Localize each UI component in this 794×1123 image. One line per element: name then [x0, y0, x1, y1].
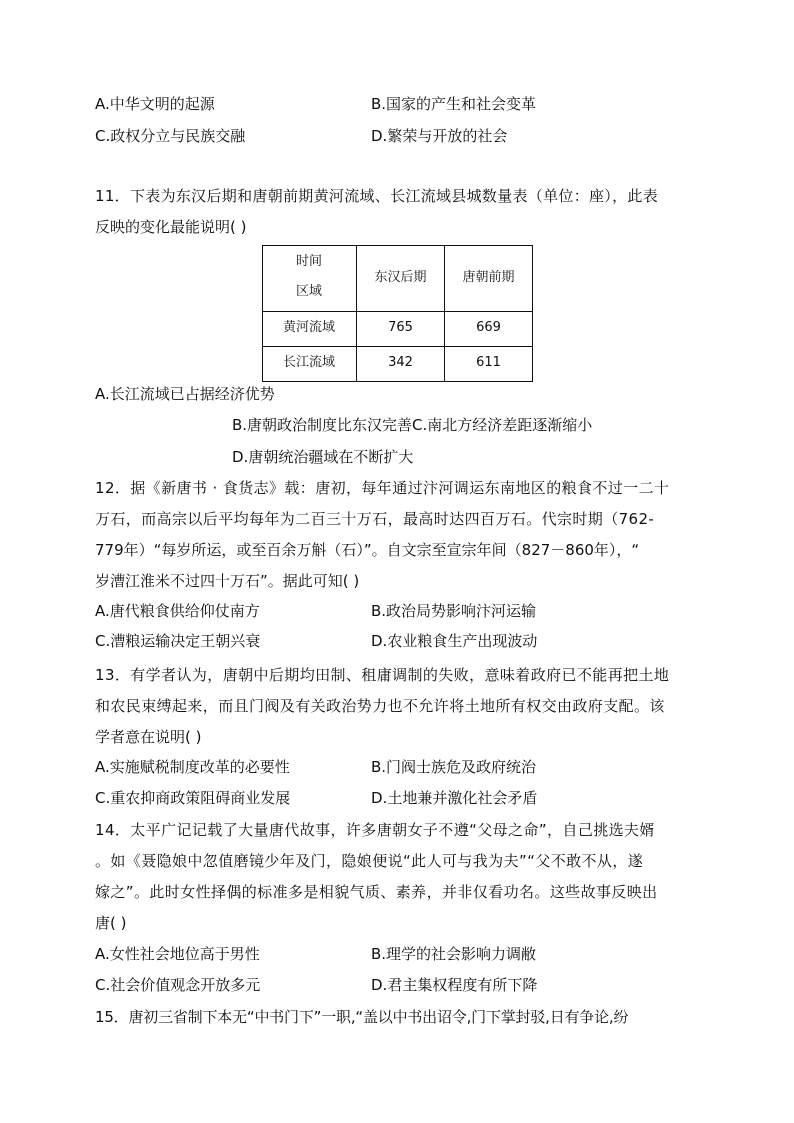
q12-option-a: A.唐代粮食供给仰仗南方: [95, 602, 260, 620]
q14-stem-line-3: 嫁之”。此时女性择偶的标准多是相貌气质、素养，并非仅看功名。这些故事反映出: [95, 883, 658, 901]
q13-option-c: C.重农抑商政策阻碍商业发展: [95, 789, 291, 807]
table-corner-region: 区域: [295, 284, 322, 299]
q10-option-a: A.中华文明的起源: [95, 95, 215, 113]
q11-option-a: A.长江流域已占据经济优势: [95, 385, 275, 403]
q14-stem-line-1: 14．太平广记记载了大量唐代故事，许多唐朝女子不遵“父母之命”，自己挑选夫婿: [95, 821, 655, 839]
q13-stem-line-3: 学者意在说明( ): [95, 728, 202, 746]
table-corner-time: 时间: [295, 254, 322, 269]
q11-stem-line-1: 11．下表为东汉后期和唐朝前期黄河流域、长江流域县城数量表（单位：座），此表: [95, 187, 658, 205]
q12-stem-line-4: 岁漕江淮米不过四十万石”。据此可知( ): [95, 572, 360, 590]
q14-option-b: B.理学的社会影响力调敝: [371, 945, 537, 963]
table-header-tang: 唐朝前期: [462, 270, 515, 285]
table-row-label-changjiang: 长江流域: [282, 355, 335, 370]
q14-option-c: C.社会价值观念开放多元: [95, 976, 261, 994]
q12-option-b: B.政治局势影响汴河运输: [371, 602, 537, 620]
q11-option-d: D.唐朝统治疆域在不断扩大: [232, 448, 414, 466]
q13-option-b: B.门阀士族危及政府统治: [371, 758, 537, 776]
q10-option-d: D.繁荣与开放的社会: [371, 127, 508, 145]
q11-data-table: [262, 245, 533, 382]
q13-option-d: D.土地兼并激化社会矛盾: [371, 789, 538, 807]
q15-stem-line-1: 15．唐初三省制下本无“中书门下”一职,“盖以中书出诏令,门下掌封驳,日有争论,纷: [95, 1008, 629, 1026]
q13-option-a: A.实施赋税制度改革的必要性: [95, 758, 290, 776]
q10-option-b: B.国家的产生和社会变革: [371, 95, 537, 113]
table-header-donghan: 东汉后期: [374, 270, 427, 285]
q12-option-d: D.农业粮食生产出现波动: [371, 632, 538, 650]
q13-stem-line-1: 13．有学者认为，唐朝中后期均田制、租庸调制的失败，意味着政府已不能再把土地: [95, 666, 670, 684]
q12-stem-line-2: 万石，而高宗以后平均每年为二百三十万石，最高时达四百万石。代宗时期（762-: [95, 510, 655, 528]
table-cell-huanghe-tang: 669: [476, 320, 501, 335]
q10-option-c: C.政权分立与民族交融: [95, 127, 246, 145]
q11-option-bc: B.唐朝政治制度比东汉完善C.南北方经济差距逐渐缩小: [232, 416, 593, 434]
table-row-label-huanghe: 黄河流域: [282, 320, 335, 335]
q11-stem-line-2: 反映的变化最能说明( ): [95, 218, 247, 236]
q14-option-d: D.君主集权程度有所下降: [371, 976, 538, 994]
q12-stem-line-1: 12．据《新唐书 · 食货志》载：唐初，每年通过汴河调运东南地区的粮食不过一二十: [95, 479, 670, 497]
q14-option-a: A.女性社会地位高于男性: [95, 945, 260, 963]
q14-stem-line-4: 唐( ): [95, 914, 127, 932]
q12-option-c: C.漕粮运输决定王朝兴衰: [95, 632, 261, 650]
q13-stem-line-2: 和农民束缚起来，而且门阀及有关政治势力也不允许将土地所有权交由政府支配。该: [95, 697, 665, 715]
table-cell-changjiang-tang: 611: [476, 355, 501, 370]
table-cell-huanghe-donghan: 765: [388, 320, 413, 335]
q14-stem-line-2: 。如《聂隐娘中忽值磨镜少年及门，隐娘便说“此人可与我为夫”“父不敢不从，遂: [95, 852, 644, 870]
q12-stem-line-3: 779年）“每岁所运，或至百余万斛（石）”。自文宗至宣宗年间（827－860年），“: [95, 541, 640, 559]
table-cell-changjiang-donghan: 342: [388, 355, 413, 370]
